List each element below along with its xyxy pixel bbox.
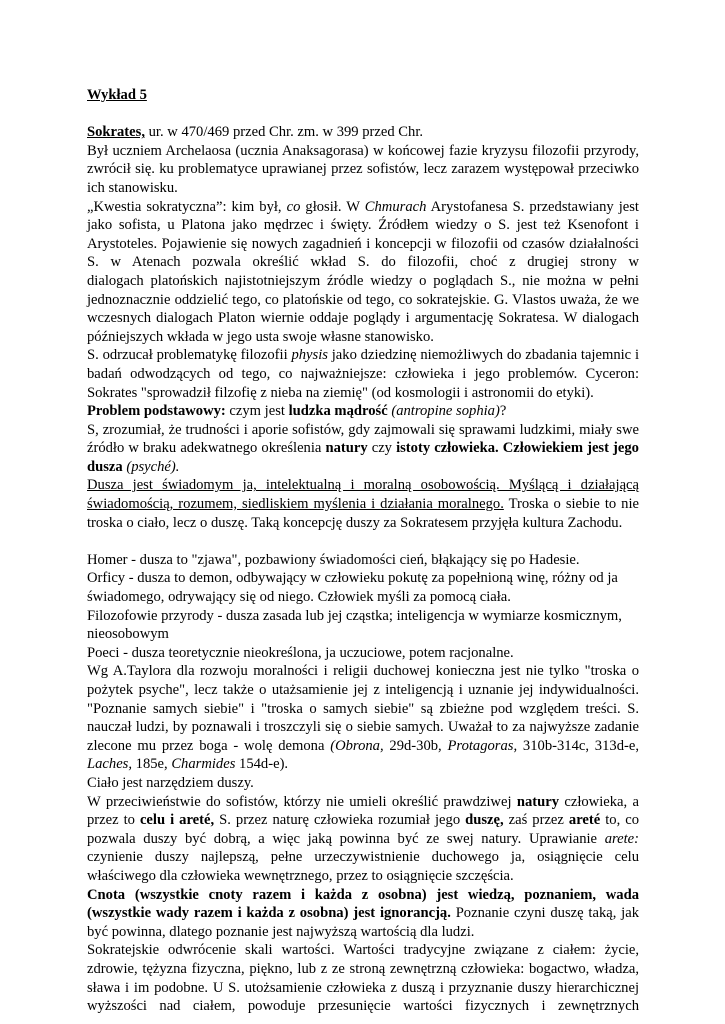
paragraph-problem: Problem podstawowy: czym jest ludzka mądrość (antropine sophia)? — [87, 403, 507, 420]
paragraph-odwrocenie: Sokratejskie odwrócenie skali wartości. Wartości tradycyjne związane z ciałem: życie, zdrowie, tężyzna fizyczna, piękno, lub z ze stroną zewnętrzną człowieka: bogactwo, władza, sława i im podobne. U S. utożsamienie człowieka z duszą i przyznanie duszy hierarchicznej wyższości nad ciałem, powoduje przesunięcie wartości fizycznych i zewnętrznych — [87, 942, 639, 1015]
paragraph-physis: S. odrzucał problematykę filozofii physis jako dziedzinę niemożliwych do zbadania tajemnic i badań odwodzących od tego, co najważniejsze: człowieka i jego problemów. Cyceron: Sokrates "sprowadził filzofię z nieba na ziemię" (od kosmologii i astronomii do etyki). — [87, 347, 639, 401]
paragraph-natura: W przeciwieństwie do sofistów, którzy nie umieli określić prawdziwej natury człowieka, a przez to celu i areté, S. przez naturę człowieka rozumiał jego duszę, zaś przez areté to, co pozwala duszy być dobrą, a więc jaką powinna być ze swej natury. Uprawianie arete: czynienie duszy najlepszą, pełne urzeczywistnienie duchowego ja, osiągnięcie celu właściwego dla człowieka wewnętrznego, przez to osiągnięcie szczęścia. — [87, 793, 640, 884]
document-body — [87, 86, 639, 1016]
sokrates-name: Sokrates, — [87, 124, 145, 141]
paragraph-taylor: Wg A.Taylora dla rozwoju moralności i religii duchowej konieczna jest nie tylko "troska o pożytek psyche", lecz także o utażsamienie jej z inteligencją i uznanie jej indywidualności. "Poznanie samych siebie" i "troska o samych siebie" są zbieżne pod względem treści. S. nauczał ludzi, by poznawali i troszczyli się o siebie samych. Uważał to za najwyższe zadanie zlecone mu przez boga - wolę demona (Obrona, 29d-30b, Protagoras, 310b-314c, 313d-e, Laches, 185e, Charmides 154d-e). — [87, 663, 639, 773]
paragraph-sofisci: S, zrozumiał, że trudności i aporie sofistów, gdy zajmowali się sprawami ludzkimi, miały swe źródło w braku adekwatnego określenia natury czy istoty człowieka. Człowiekiem jest jego dusza (psyché). Dusza jest świadomym ja, intelektualną i moralną osobowością. Myślącą i działającą świadomością, rozumem, siedliskiem myślenia i działania moralnego. Troska o siebie to nie troska o ciało, lecz o duszę. Taką koncepcję duszy za Sokratesem przyjęła kultura Zachodu. — [87, 421, 639, 531]
paragraph-intro: Sokrates, ur. w 470/469 przed Chr. zm. w 399 przed Chr. Był uczniem Archelaosa (ucznia Anaksagorasa) w końcowej fazie kryzysu filozofii przyrody, zwrócił się. ku problematyce uprawianej przez sofistów, lecz zarazem występował przeciwko ich stanowisku. — [87, 124, 639, 196]
paragraph-cialo: Ciało jest narzędziem duszy. — [87, 774, 254, 791]
underlined-definition: Dusza jest świadomym ja, intelektualną i moralną osobowością. Myślącą i działającą — [87, 477, 639, 494]
paragraph-kwestia: „Kwestia sokratyczna”: kim był, co głosił. W Chmurach Arystofanesa S. przedstawiany jest jako sofista, u Platona jako mędrzec i święty. Źródłem wiedzy o S. jest też Ksenofont i Arystoteles. Pojawienie się nowych zagadnień i koncepcji w filozofii od czasów działalności S. w Atenach pozwala określić wkład S. do filozofii, choć z drugiej strony w dialogach platońskich najistotniejszym źródle wiedzy o poglądach S., nie można w pełni jednoznacznie oddzielić tego, co platońskie od tego, co sokratejskie. G. Vlastos uważa, że we wczesnych dialogach Platon wiernie oddaje poglądy i argumentację Sokratesa. W dialogach późniejszych wkłada w jego usta swoje własne stanowisko. — [87, 198, 639, 345]
paragraph-views-on-soul: Homer - dusza to "zjawa", pozbawiony świadomości cień, błąkający się po Hadesie. Orficy - dusza to demon, odbywający w człowieku pokutę za popełnioną winę, różny od ja świadomego, odrywający się od niego. Człowiek myśli za pomocą ciała. Filozofowie przyrody - dusza zasada lub jej cząstka; inteligencja w wymiarze kosmicznym, nieosobowym Poeci - dusza teoretycznie nieokreślona, ja uczuciowe, potem racjonalne. — [87, 551, 622, 661]
lecture-title: Wykład 5 — [87, 87, 147, 103]
paragraph-cnota: Cnota (wszystkie cnoty razem i każda z osobna) jest wiedzą, poznaniem, wada (wszystkie wady razem i każda z osobna) jest ignorancją. Poznanie czyni duszę taką, jak być powinna, dlatego poznanie jest najwyższą wartością dla ludzi. — [87, 886, 639, 940]
